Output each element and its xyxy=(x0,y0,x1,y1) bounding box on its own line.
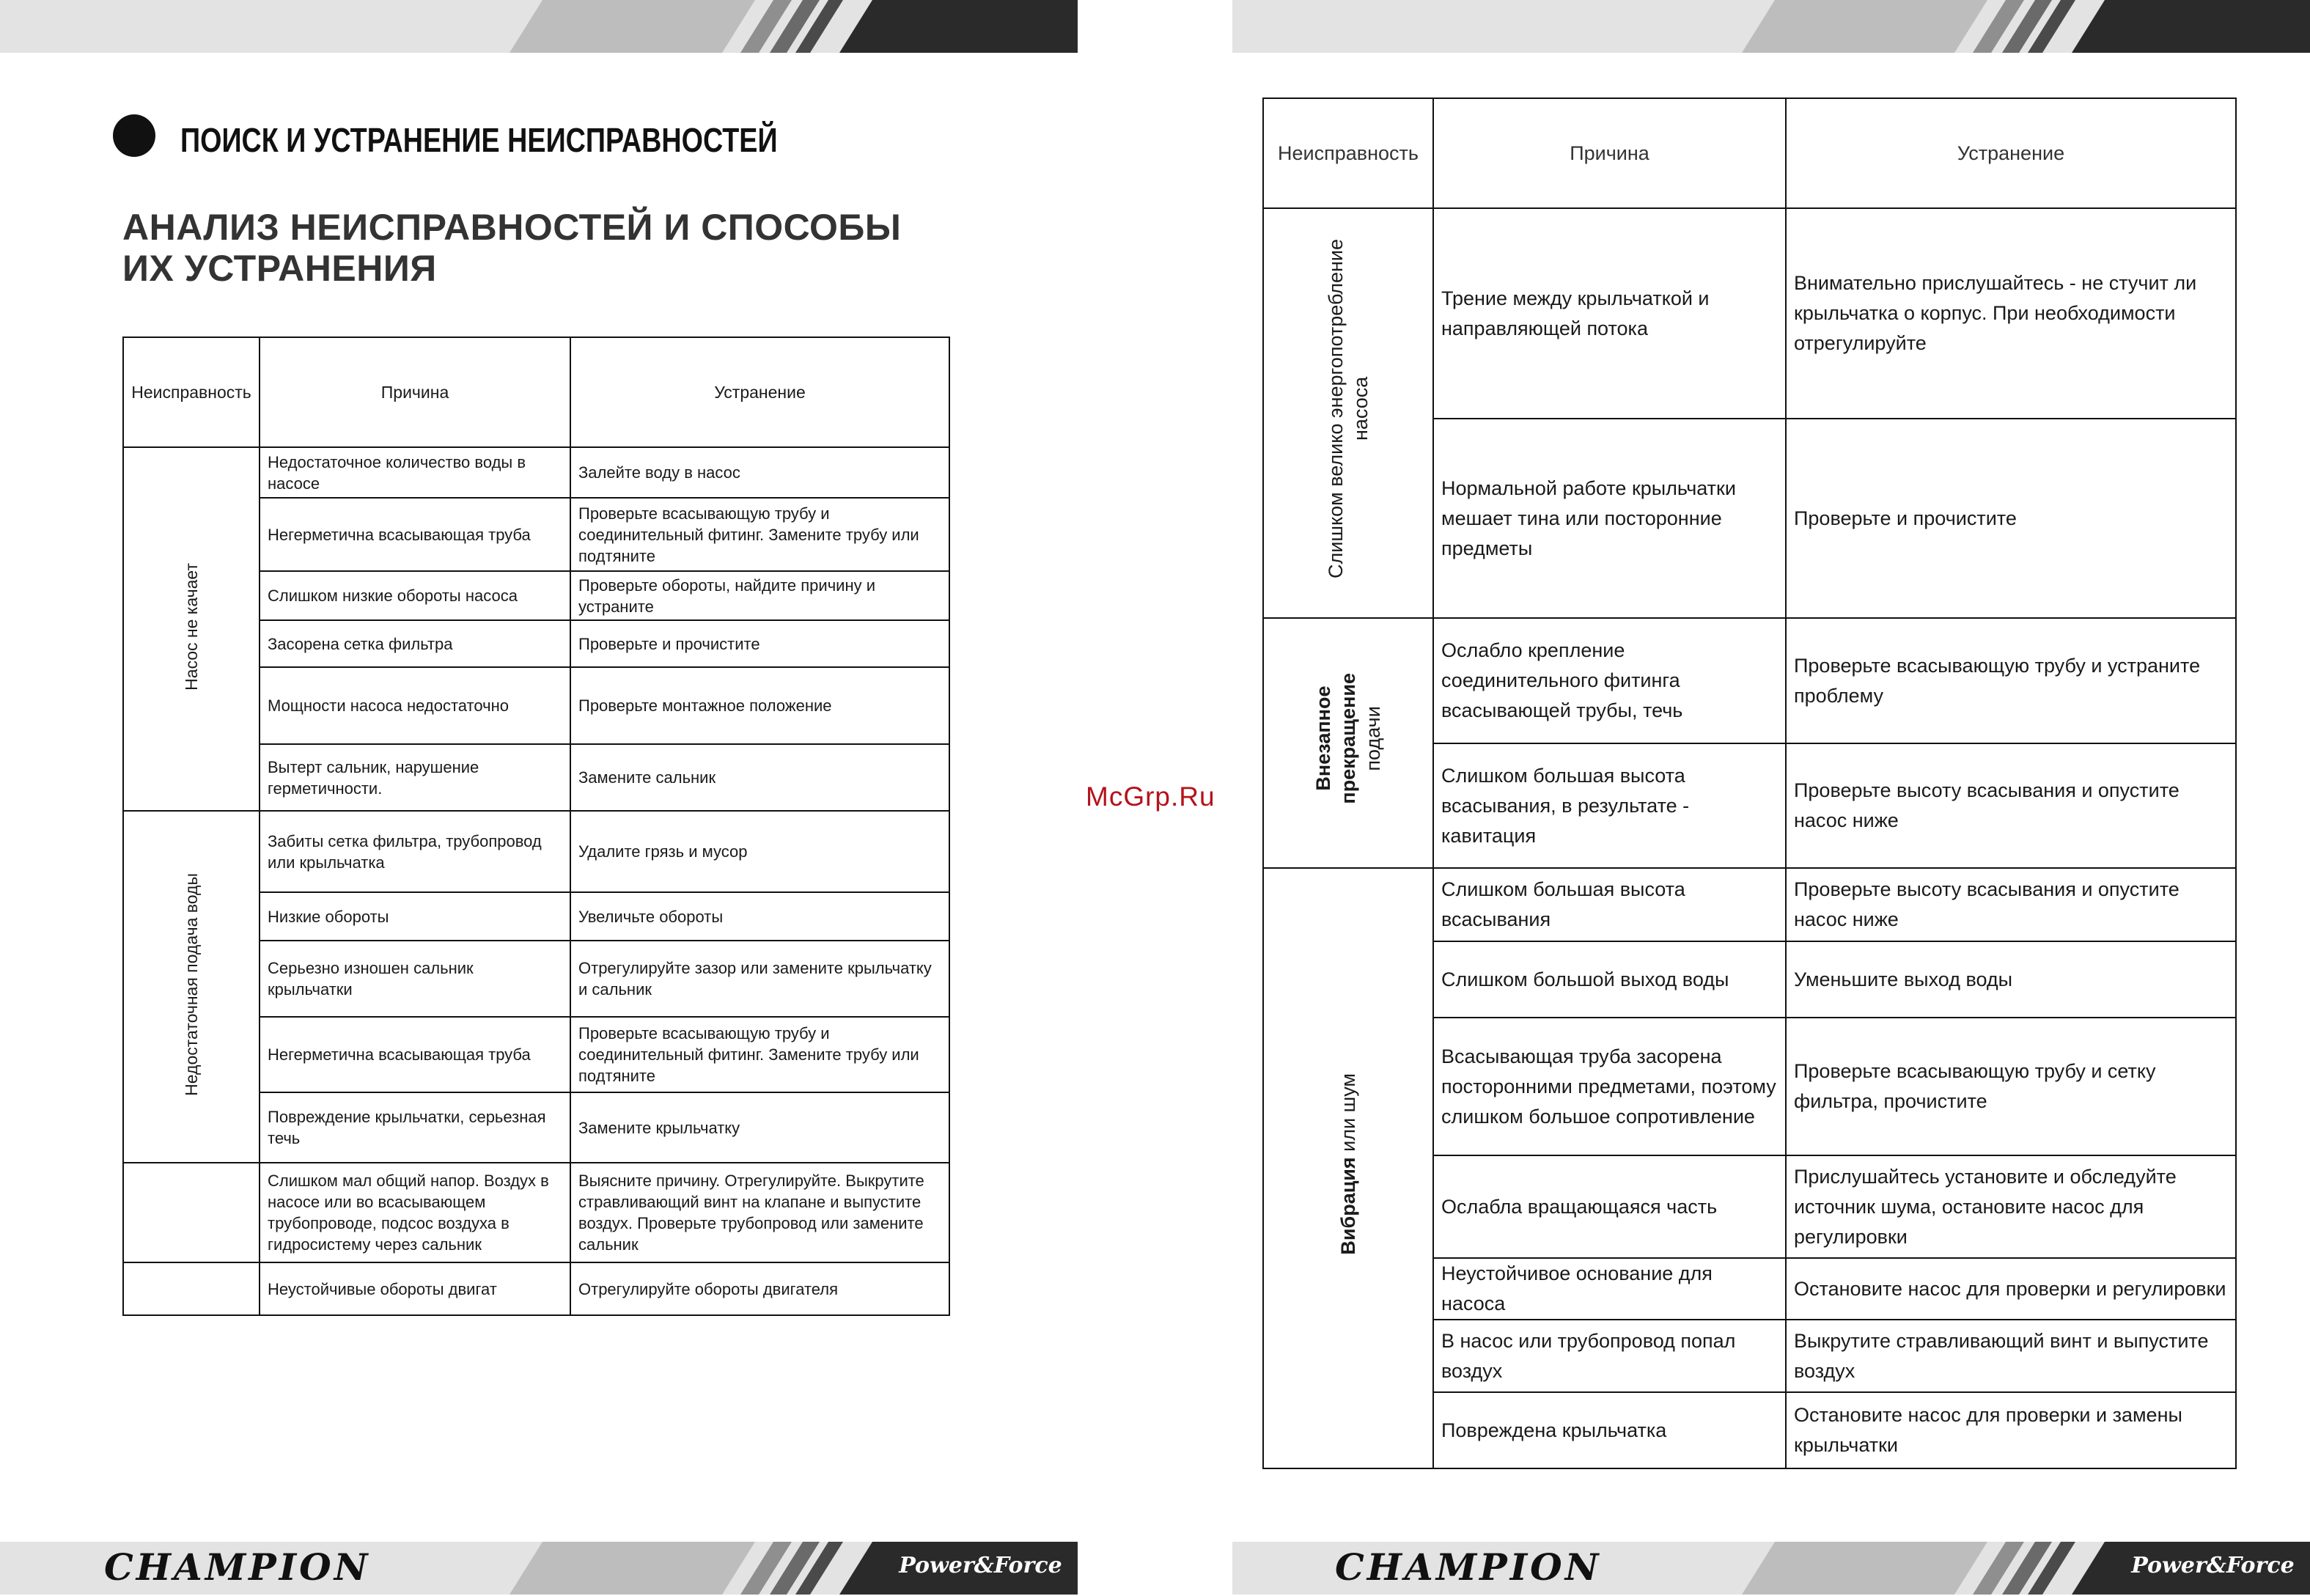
cause-cell: Негерметична всасывающая труба xyxy=(260,1017,570,1092)
header-stripe xyxy=(1232,0,2310,53)
symptom-label xyxy=(1311,673,1386,804)
symptom-cell xyxy=(123,811,260,1163)
symptom-line-2: насоса xyxy=(1350,376,1372,441)
cause-cell: Неустойчивое основание для насоса xyxy=(1433,1258,1786,1320)
cause-cell: Недостаточное количество воды в насосе xyxy=(260,447,570,498)
cause-cell: Неустойчивые обороты двигат xyxy=(260,1262,570,1315)
cause-cell: Трение между крыльчаткой и направляющей потока xyxy=(1433,208,1786,419)
remedy-cell: Проверьте всасывающую трубу и устраните проблему xyxy=(1786,618,2236,743)
symptom-rest-part: или шум xyxy=(1337,1073,1359,1158)
header-fault: Неисправность xyxy=(123,337,260,447)
symptom-cell xyxy=(123,1163,260,1262)
brand-slogan: Power&Force xyxy=(899,1553,1062,1578)
symptom-cell xyxy=(1263,208,1433,618)
troubleshooting-table-left xyxy=(122,337,950,1316)
remedy-cell: Замените крыльчатку xyxy=(570,1092,949,1163)
main-title-line-1: АНАЛИЗ НЕИСПРАВНОСТЕЙ И СПОСОБЫ xyxy=(122,207,902,248)
cause-cell: Низкие обороты xyxy=(260,892,570,941)
troubleshooting-table-right xyxy=(1262,98,2237,1469)
left-page xyxy=(0,0,1078,1596)
watermark: McGrp.Ru xyxy=(1086,782,1215,812)
brand-slogan: Power&Force xyxy=(2131,1553,2295,1578)
symptom-bold-part: Вибрация xyxy=(1337,1157,1359,1255)
table-row xyxy=(1263,208,2236,419)
remedy-cell: Отрегулируйте обороты двигателя xyxy=(570,1262,949,1315)
remedy-cell: Выясните причину. Отрегулируйте. Выкрутите стравливающий винт на клапане и выпустите воздух. Проверьте трубопровод или замените сальник xyxy=(570,1163,949,1262)
cause-cell: Мощности насоса недостаточно xyxy=(260,667,570,744)
table-row xyxy=(123,447,949,498)
cause-cell: Негерметична всасывающая труба xyxy=(260,498,570,571)
cause-cell: В насос или трубопровод попал воздух xyxy=(1433,1320,1786,1392)
header-remedy: Устранение xyxy=(570,337,949,447)
symptom-line-2: прекращение xyxy=(1337,673,1359,804)
header-cause: Причина xyxy=(1433,98,1786,208)
remedy-cell: Прислушайтесь установите и обследуйте источник шума, остановите насос для регулировки xyxy=(1786,1155,2236,1258)
remedy-cell: Выкрутите стравливающий винт и выпустите воздух xyxy=(1786,1320,2236,1392)
cause-cell: Повреждение крыльчатки, серьезная течь xyxy=(260,1092,570,1163)
cause-cell: Слишком большая высота всасывания xyxy=(1433,868,1786,941)
remedy-cell: Проверьте всасывающую трубу и соединительный фитинг. Замените трубу или подтяните xyxy=(570,498,949,571)
cause-cell: Слишком низкие обороты насоса xyxy=(260,571,570,620)
header-cause: Причина xyxy=(260,337,570,447)
cause-cell: Всасывающая труба засорена посторонними предметами, поэтому слишком большое сопротивление xyxy=(1433,1018,1786,1155)
table-header-row xyxy=(1263,98,2236,208)
header-remedy: Устранение xyxy=(1786,98,2236,208)
table-row xyxy=(1263,618,2236,743)
cause-cell: Слишком мал общий напор. Воздух в насосе или во всасывающем трубопроводе, подсос воздуха в гидросистему через сальник xyxy=(260,1163,570,1262)
main-title xyxy=(122,207,987,289)
section-title: ПОИСК И УСТРАНЕНИЕ НЕИСПРАВНОСТЕЙ xyxy=(180,121,778,159)
remedy-cell: Проверьте и прочистите xyxy=(570,620,949,667)
remedy-cell: Залейте воду в насос xyxy=(570,447,949,498)
symptom-cell xyxy=(1263,618,1433,868)
table-row xyxy=(1263,868,2236,941)
brand-logo: CHAMPION xyxy=(104,1545,371,1589)
cause-cell: Слишком большая высота всасывания, в результате - кавитация xyxy=(1433,743,1786,868)
remedy-cell: Остановите насос для проверки и замены крыльчатки xyxy=(1786,1392,2236,1468)
cause-cell: Засорена сетка фильтра xyxy=(260,620,570,667)
remedy-cell: Проверьте всасывающую трубу и соединительный фитинг. Замените трубу или подтяните xyxy=(570,1017,949,1092)
bullet-icon xyxy=(113,114,155,157)
remedy-cell: Проверьте высоту всасывания и опустите насос ниже xyxy=(1786,743,2236,868)
symptom-label: Насос не качает xyxy=(181,562,201,691)
brand-logo: CHAMPION xyxy=(1335,1545,1602,1589)
table-header-row xyxy=(123,337,949,447)
remedy-cell: Проверьте всасывающую трубу и сетку фильтра, прочистите xyxy=(1786,1018,2236,1155)
main-title-line-2: ИХ УСТРАНЕНИЯ xyxy=(122,248,437,289)
remedy-cell: Внимательно прислушайтесь - не стучит ли крыльчатка о корпус. При необходимости отрегулируйте xyxy=(1786,208,2236,419)
cause-cell: Повреждена крыльчатка xyxy=(1433,1392,1786,1468)
remedy-cell: Проверьте монтажное положение xyxy=(570,667,949,744)
symptom-rest-part: велико энергопотребление xyxy=(1325,239,1347,493)
symptom-line-1: Внезапное xyxy=(1312,685,1334,792)
remedy-cell: Остановите насос для проверки и регулировки xyxy=(1786,1258,2236,1320)
remedy-cell: Уменьшите выход воды xyxy=(1786,941,2236,1018)
remedy-cell: Проверьте обороты, найдите причину и устраните xyxy=(570,571,949,620)
cause-cell: Серьезно изношен сальник крыльчатки xyxy=(260,941,570,1017)
cause-cell: Ослабло крепление соединительного фитинга всасывающей трубы, течь xyxy=(1433,618,1786,743)
cause-cell: Нормальной работе крыльчатки мешает тина или посторонние предметы xyxy=(1433,419,1786,618)
remedy-cell: Отрегулируйте зазор или замените крыльчатку и сальник xyxy=(570,941,949,1017)
symptom-bold-part: Слишком xyxy=(1325,492,1347,578)
remedy-cell: Увеличьте обороты xyxy=(570,892,949,941)
remedy-cell: Замените сальник xyxy=(570,744,949,811)
remedy-cell: Проверьте высоту всасывания и опустите насос ниже xyxy=(1786,868,2236,941)
symptom-cell xyxy=(123,447,260,811)
table-row xyxy=(123,1163,949,1262)
symptom-line-3: подачи xyxy=(1362,706,1384,771)
cause-cell: Вытерт сальник, нарушение герметичности. xyxy=(260,744,570,811)
symptom-cell xyxy=(123,1262,260,1315)
table-row xyxy=(123,1262,949,1315)
header-fault: Неисправность xyxy=(1263,98,1433,208)
header-stripe xyxy=(0,0,1078,53)
remedy-cell: Удалите грязь и мусор xyxy=(570,811,949,892)
table-row xyxy=(123,811,949,892)
cause-cell: Забиты сетка фильтра, трубопровод или крыльчатка xyxy=(260,811,570,892)
remedy-cell: Проверьте и прочистите xyxy=(1786,419,2236,618)
cause-cell: Слишком большой выход воды xyxy=(1433,941,1786,1018)
cause-cell: Ослабла вращающаяся часть xyxy=(1433,1155,1786,1258)
symptom-label xyxy=(1336,1073,1361,1255)
symptom-cell xyxy=(1263,868,1433,1468)
symptom-label xyxy=(1323,239,1373,578)
symptom-label: Недостаточная подача воды xyxy=(181,872,201,1096)
